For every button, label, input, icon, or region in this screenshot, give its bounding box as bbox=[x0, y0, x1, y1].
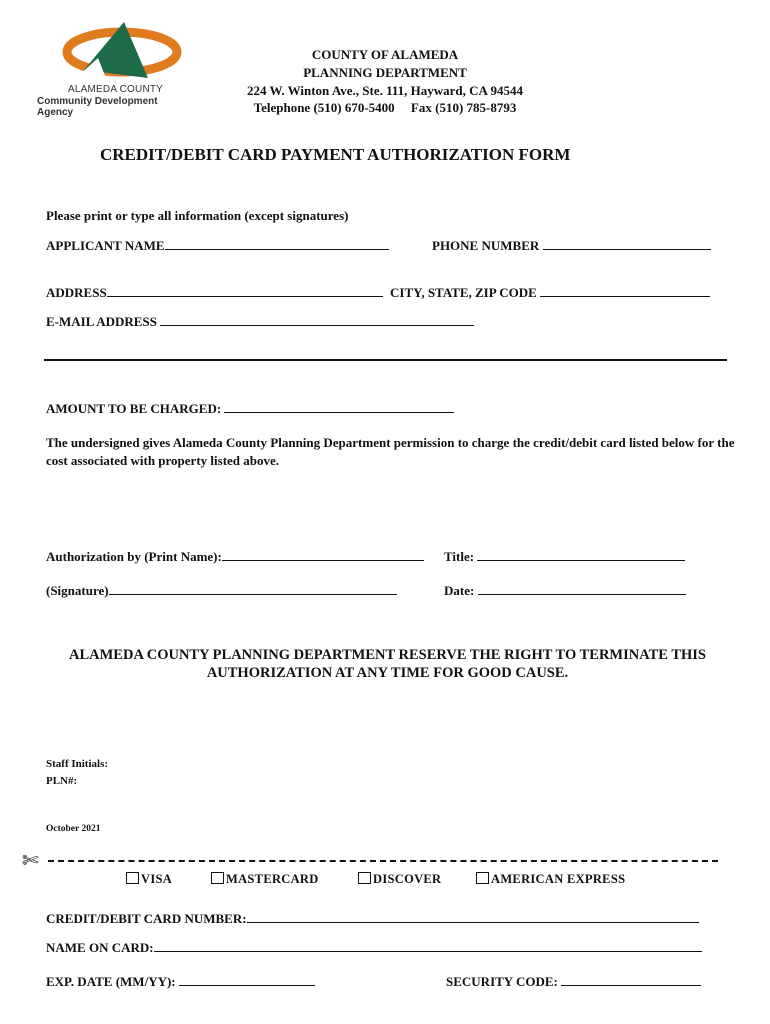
city-state-zip-label: CITY, STATE, ZIP CODE bbox=[390, 285, 537, 300]
visa-option[interactable] bbox=[126, 872, 172, 887]
pln-label: PLN#: bbox=[46, 775, 78, 787]
amount-field[interactable] bbox=[46, 400, 454, 417]
staff-initials-label: Staff Initials: bbox=[46, 758, 109, 770]
applicant-name-blank[interactable] bbox=[165, 237, 389, 250]
date-blank[interactable] bbox=[478, 582, 686, 595]
discover-checkbox[interactable] bbox=[358, 872, 371, 884]
discover-option[interactable] bbox=[358, 872, 441, 887]
title-blank[interactable] bbox=[477, 548, 685, 561]
signature-blank[interactable] bbox=[109, 582, 397, 595]
name-on-card-label: NAME ON CARD: bbox=[46, 940, 154, 955]
email-field[interactable] bbox=[46, 313, 474, 330]
email-blank[interactable] bbox=[160, 313, 474, 326]
exp-date-label: EXP. DATE (MM/YY): bbox=[46, 974, 176, 989]
phone-number-field[interactable] bbox=[432, 237, 711, 254]
discover-label: DISCOVER bbox=[373, 872, 442, 886]
exp-date-blank[interactable] bbox=[179, 973, 315, 986]
applicant-name-field[interactable] bbox=[46, 237, 389, 254]
card-number-field[interactable] bbox=[46, 910, 699, 927]
cut-line bbox=[48, 860, 718, 862]
logo-text-line1: ALAMEDA COUNTY bbox=[68, 84, 164, 95]
city-state-zip-field[interactable] bbox=[390, 284, 710, 301]
header-address: 224 W. Winton Ave., Ste. 111, Hayward, CA 94544 bbox=[247, 83, 523, 98]
termination-notice: ALAMEDA COUNTY PLANNING DEPARTMENT RESERVE THE RIGHT TO TERMINATE THIS AUTHORIZATION AT ANY TIME FOR GOOD CAUSE. bbox=[69, 647, 706, 681]
card-number-blank[interactable] bbox=[247, 910, 699, 923]
amex-checkbox[interactable] bbox=[476, 872, 489, 884]
print-name-label: Authorization by (Print Name): bbox=[46, 549, 222, 564]
agency-logo bbox=[36, 18, 196, 118]
exp-date-field[interactable] bbox=[46, 973, 315, 990]
amount-label: AMOUNT TO BE CHARGED: bbox=[46, 401, 222, 416]
applicant-name-label: APPLICANT NAME bbox=[46, 238, 165, 253]
signature-label: (Signature) bbox=[46, 583, 109, 598]
permission-statement: The undersigned gives Alameda County Planning Department permission to charge the credit/debit card listed below for the cost associated with property listed above. bbox=[46, 435, 735, 468]
amount-blank[interactable] bbox=[224, 400, 454, 413]
header-department: PLANNING DEPARTMENT bbox=[303, 65, 467, 80]
date-field[interactable] bbox=[444, 582, 686, 599]
instructions: Please print or type all information (except signatures) bbox=[46, 208, 349, 223]
card-number-label: CREDIT/DEBIT CARD NUMBER: bbox=[46, 911, 247, 926]
logo-mark-icon bbox=[36, 18, 196, 88]
name-on-card-blank[interactable] bbox=[154, 939, 702, 952]
print-name-blank[interactable] bbox=[222, 548, 424, 561]
security-code-field[interactable] bbox=[446, 973, 701, 990]
mastercard-label: MASTERCARD bbox=[226, 872, 319, 886]
title-label: Title: bbox=[444, 549, 475, 564]
address-blank[interactable] bbox=[107, 284, 383, 297]
mastercard-checkbox[interactable] bbox=[211, 872, 224, 884]
scissors-icon: ✄ bbox=[22, 848, 39, 872]
address-field[interactable] bbox=[46, 284, 383, 301]
logo-text-line2: Community Development Agency bbox=[37, 96, 158, 118]
name-on-card-field[interactable] bbox=[46, 939, 702, 956]
title-field[interactable] bbox=[444, 548, 685, 565]
section-divider bbox=[44, 359, 727, 361]
email-label: E-MAIL ADDRESS bbox=[46, 314, 157, 329]
revision-date: October 2021 bbox=[46, 824, 101, 834]
phone-number-label: PHONE NUMBER bbox=[432, 238, 540, 253]
phone-number-blank[interactable] bbox=[543, 237, 711, 250]
header-county: COUNTY OF ALAMEDA bbox=[311, 47, 459, 62]
print-name-field[interactable] bbox=[46, 548, 424, 565]
visa-label: VISA bbox=[141, 872, 173, 886]
address-label: ADDRESS bbox=[46, 285, 107, 300]
mastercard-option[interactable] bbox=[211, 872, 319, 887]
amex-label: AMERICAN EXPRESS bbox=[491, 872, 626, 886]
date-label: Date: bbox=[444, 583, 475, 598]
security-code-label: SECURITY CODE: bbox=[446, 974, 558, 989]
header-phone-fax: Telephone (510) 670-5400 Fax (510) 785-8793 bbox=[253, 100, 517, 115]
visa-checkbox[interactable] bbox=[126, 872, 139, 884]
amex-option[interactable] bbox=[476, 872, 625, 887]
signature-field[interactable] bbox=[46, 582, 397, 599]
city-state-zip-blank[interactable] bbox=[540, 284, 710, 297]
security-code-blank[interactable] bbox=[561, 973, 701, 986]
form-title: CREDIT/DEBIT CARD PAYMENT AUTHORIZATION FORM bbox=[100, 145, 571, 164]
